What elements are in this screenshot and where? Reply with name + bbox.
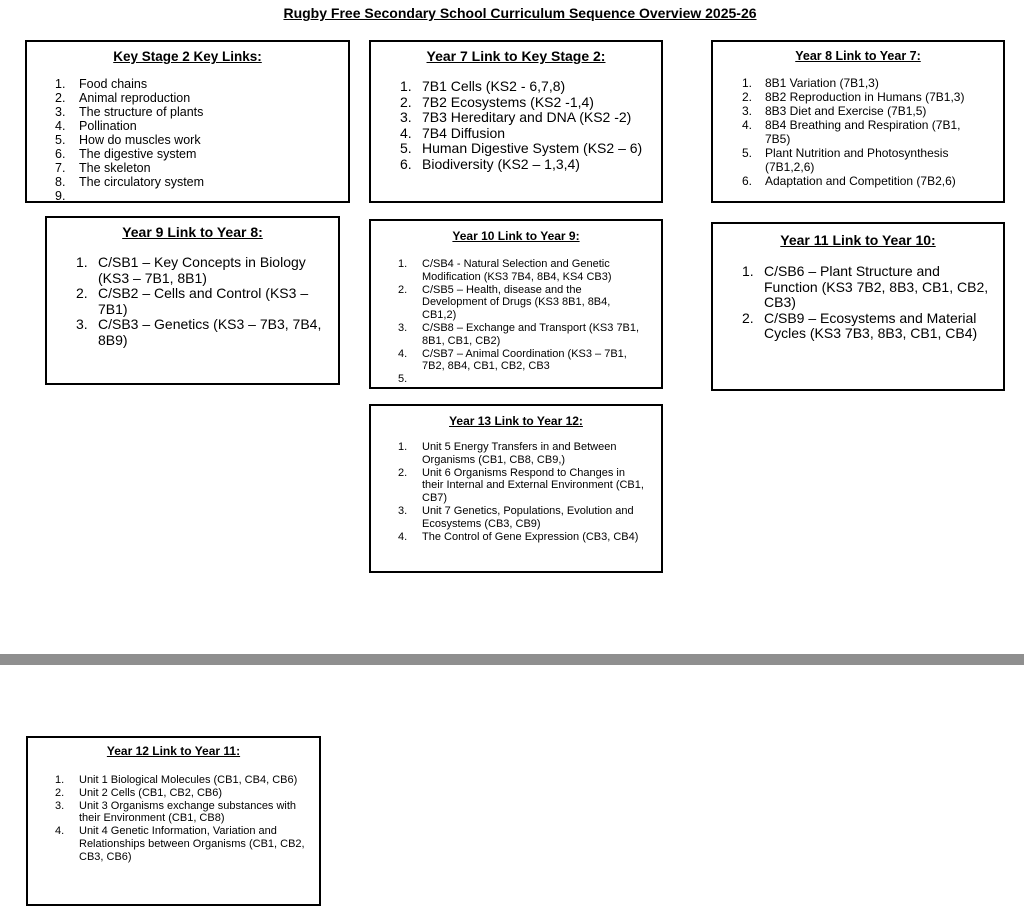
list-item-number: 3.: [55, 799, 65, 812]
list-item-number: 3.: [742, 104, 753, 118]
list-item-text: The circulatory system: [79, 175, 205, 189]
list-item-text: Biodiversity (KS2 – 1,3,4): [422, 155, 580, 172]
list-item-number: 4.: [398, 530, 408, 543]
list-item-number: 1.: [742, 263, 754, 279]
list-item: [400, 95, 655, 111]
list-item: [742, 264, 997, 311]
list-item-text: Unit 2 Cells (CB1, CB2, CB6): [79, 786, 223, 799]
list-item: [398, 284, 647, 322]
list-item-text: The skeleton: [79, 161, 151, 175]
list-item-number: 3.: [400, 109, 412, 125]
year10-link-box: [369, 219, 663, 389]
list-item-number: 6.: [742, 174, 753, 188]
year13-list: [398, 441, 661, 543]
list-item: [55, 147, 340, 161]
list-item-number: 6.: [400, 155, 412, 172]
list-item: [55, 161, 340, 175]
list-item: [398, 348, 647, 374]
year13-link-box: [369, 404, 663, 573]
list-item-text: Unit 7 Genetics, Populations, Evolution and Ecosystems (CB3, CB9): [422, 504, 634, 530]
list-item-number: 2.: [76, 285, 88, 301]
list-item-text: C/SB1 – Key Concepts in Biology (KS3 – 7B1, 8B1): [98, 254, 306, 286]
list-item-number: 2.: [742, 309, 754, 326]
list-item: [55, 787, 311, 800]
year7-list: [400, 79, 661, 172]
list-item-number: 1.: [55, 77, 66, 91]
list-item-number: 4.: [398, 347, 408, 360]
list-item-number: 6.: [55, 147, 66, 161]
list-item: [76, 286, 324, 317]
list-item: [400, 126, 655, 142]
year13-heading: Year 13 Link to Year 12:: [449, 414, 583, 428]
list-item: [398, 322, 647, 348]
list-item-text: C/SB9 – Ecosystems and Material Cycles (KS3 7B3, 8B3, CB1, CB4): [764, 309, 978, 341]
list-item-number: 1.: [400, 78, 412, 94]
list-item-text: C/SB3 – Genetics (KS3 – 7B3, 7B4, 8B9): [98, 316, 322, 348]
list-item-number: 5.: [398, 373, 408, 386]
list-item-number: 4.: [55, 119, 66, 133]
list-item: [742, 118, 977, 146]
list-item-text: 7B3 Hereditary and DNA (KS2 -2): [422, 109, 632, 125]
list-item: [742, 311, 997, 342]
list-item: [742, 90, 977, 104]
list-item-text: Animal reproduction: [79, 91, 191, 105]
list-item-number: 1.: [76, 254, 88, 270]
list-item-number: 1.: [742, 76, 753, 90]
list-item-text: Unit 6 Organisms Respond to Changes in their Internal and External Environment (CB1, CB7): [422, 466, 644, 505]
list-item: [742, 174, 977, 188]
list-item-text: 8B4 Breathing and Respiration (7B1, 7B5): [765, 118, 961, 146]
year10-list: [398, 258, 661, 386]
list-item-number: 7.: [55, 161, 66, 175]
list-item-number: 1.: [55, 774, 65, 786]
list-item-text: 7B2 Ecosystems (KS2 -1,4): [422, 93, 594, 110]
list-item-number: 4.: [400, 124, 412, 141]
list-item-number: 1.: [398, 258, 408, 270]
list-item-text: Human Digestive System (KS2 – 6): [422, 140, 643, 156]
list-item-number: 5.: [55, 133, 66, 147]
list-item-number: 4.: [742, 118, 753, 132]
year12-heading: Year 12 Link to Year 11:: [106, 744, 241, 758]
list-item-text: C/SB6 – Plant Structure and Function (KS3 7B2, 8B3, CB1, CB2, CB3): [764, 263, 989, 310]
list-item-number: 2.: [400, 93, 412, 110]
list-item: [76, 255, 324, 286]
list-item-text: Plant Nutrition and Photosynthesis (7B1,2,6): [765, 146, 949, 174]
list-item-number: 2.: [55, 786, 65, 799]
ks2-key-links-box: [25, 40, 350, 203]
year9-heading: Year 9 Link to Year 8:: [122, 224, 263, 240]
list-item: [55, 133, 340, 147]
list-item-text: 8B2 Reproduction in Humans (7B1,3): [765, 90, 965, 104]
list-item: [55, 774, 311, 787]
list-item: [55, 800, 311, 826]
list-item: [55, 91, 340, 105]
list-item-number: 9.: [55, 189, 66, 203]
year12-link-box: [26, 736, 321, 906]
list-item: [398, 258, 647, 284]
year9-list: [76, 255, 338, 348]
list-item-text: 7B4 Diffusion: [422, 124, 506, 141]
list-item-number: 5.: [400, 140, 412, 156]
list-item: [400, 157, 655, 173]
list-item: [742, 104, 977, 118]
year8-link-box: [711, 40, 1005, 203]
page-title: Rugby Free Secondary School Curriculum Sequence Overview 2025-26: [283, 5, 757, 21]
year11-heading: Year 11 Link to Year 10:: [780, 232, 936, 248]
list-item-text: C/SB7 – Animal Coordination (KS3 – 7B1, 7B2, 8B4, CB1, CB2, CB3: [422, 347, 627, 373]
list-item-number: 2.: [742, 90, 753, 104]
list-item-number: 5.: [742, 146, 753, 160]
list-item: [398, 373, 647, 386]
list-item: [55, 119, 340, 133]
list-item-text: Adaptation and Competition (7B2,6): [765, 174, 956, 188]
list-item-number: 2.: [398, 466, 408, 479]
list-item-number: 3.: [398, 321, 408, 334]
list-item: [55, 77, 340, 91]
list-item: [400, 110, 655, 126]
list-item-text: The digestive system: [79, 147, 197, 161]
list-item: [400, 141, 655, 157]
year8-list: [742, 76, 1003, 188]
list-item: [398, 467, 649, 505]
list-item-text: Pollination: [79, 119, 137, 133]
list-item-text: The Control of Gene Expression (CB3, CB4): [422, 530, 639, 543]
list-item-text: The structure of plants: [79, 105, 204, 119]
year11-link-box: [711, 222, 1005, 391]
year7-heading: Year 7 Link to Key Stage 2:: [426, 48, 606, 64]
list-item: [398, 441, 649, 467]
list-item-text: C/SB8 – Exchange and Transport (KS3 7B1, 8B1, CB1, CB2): [422, 321, 640, 347]
list-item-number: 1.: [398, 441, 408, 453]
list-item-text: 7B1 Cells (KS2 - 6,7,8): [422, 78, 566, 94]
list-item-text: Unit 5 Energy Transfers in and Between Organisms (CB1, CB8, CB9,): [422, 441, 617, 466]
list-item: [398, 531, 649, 544]
section-divider: [0, 654, 1024, 665]
list-item-number: 3.: [398, 504, 408, 517]
list-item-number: 4.: [55, 825, 65, 838]
list-item-text: C/SB2 – Cells and Control (KS3 – 7B1): [98, 285, 309, 317]
year10-heading: Year 10 Link to Year 9:: [452, 229, 580, 243]
list-item-number: 3.: [76, 316, 88, 332]
year7-link-box: [369, 40, 663, 203]
list-item-text: Unit 4 Genetic Information, Variation and Relationships between Organisms (CB1, CB2, CB3, CB6): [79, 825, 305, 863]
list-item: [400, 79, 655, 95]
list-item-text: [79, 189, 340, 203]
list-item-text: C/SB4 - Natural Selection and Genetic Modification (KS3 7B4, 8B4, KS4 CB3): [422, 258, 612, 283]
list-item: [742, 146, 977, 174]
list-item-text: C/SB5 – Health, disease and the Development of Drugs (KS3 8B1, 8B4, CB1,2): [422, 283, 611, 322]
list-item-text: Food chains: [79, 77, 148, 91]
list-item: [742, 76, 977, 90]
list-item-number: 8.: [55, 175, 66, 189]
list-item-number: 2.: [55, 91, 66, 105]
list-item: [76, 317, 324, 348]
list-item-text: Unit 3 Organisms exchange substances with their Environment (CB1, CB8): [79, 799, 297, 825]
list-item: [55, 105, 340, 119]
ks2-heading: Key Stage 2 Key Links:: [113, 49, 262, 64]
list-item: [398, 505, 649, 531]
year8-heading: Year 8 Link to Year 7:: [795, 49, 921, 63]
list-item: [55, 175, 340, 189]
ks2-list: [55, 77, 348, 203]
list-item-text: 8B3 Diet and Exercise (7B1,5): [765, 104, 927, 118]
year11-list: [742, 264, 1003, 342]
list-item-text: Unit 1 Biological Molecules (CB1, CB4, CB6): [79, 774, 298, 786]
list-item-text: How do muscles work: [79, 133, 201, 147]
list-item-number: 3.: [55, 105, 66, 119]
list-item-text: 8B1 Variation (7B1,3): [765, 76, 879, 90]
list-item-text: [422, 373, 647, 386]
year12-list: [55, 774, 319, 864]
list-item: [55, 825, 311, 863]
list-item: [55, 189, 340, 203]
list-item-number: 2.: [398, 283, 408, 296]
year9-link-box: [45, 216, 340, 385]
